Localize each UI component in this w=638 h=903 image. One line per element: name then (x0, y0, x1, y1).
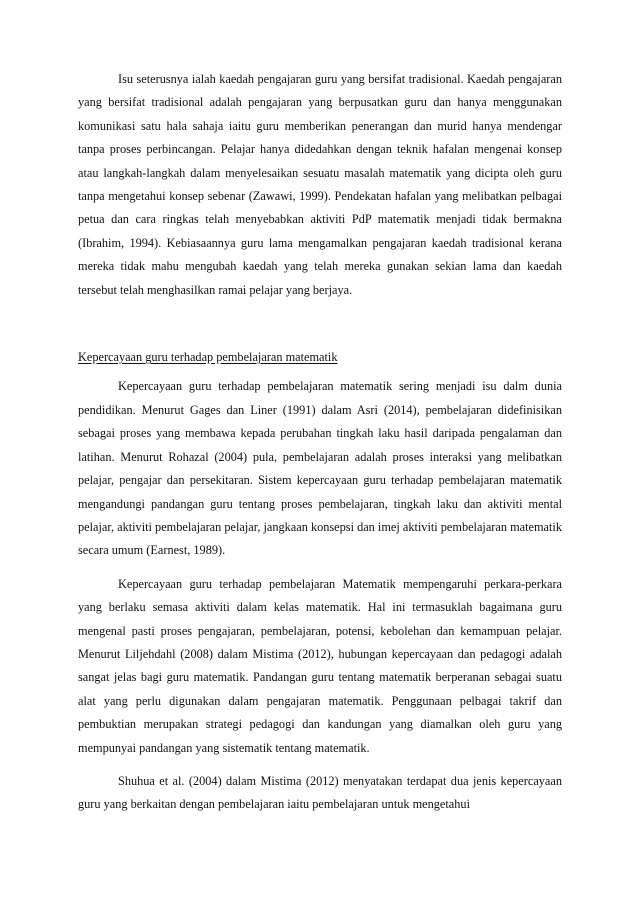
body-paragraph: Shuhua et al. (2004) dalam Mistima (2012) menyatakan terdapat dua jenis kepercayaan guru yang berkaitan dengan pembelajaran iaitu pembelajaran untuk mengetahui (78, 773, 562, 812)
body-paragraph: Isu seterusnya ialah kaedah pengajaran guru yang bersifat tradisional. Kaedah pengajaran yang bersifat tradisional adalah pengajaran yang berpusatkan guru dan hanya menggunakan komunikasi satu hala sahaja iaitu guru memberikan penerangan dan murid hanya mendengar tanpa proses perbincangan. Pelajar hanya didedahkan dengan teknik hafalan mengenai konsep atau langkah-langkah dalam menyelesaikan sesuatu masalah matematik yang dicipta oleh guru tanpa mengetahui konsep sebenar (Zawawi, 1999). Pendekatan hafalan yang melibatkan pelbagai petua dan cara ringkas telah menyebabkan aktiviti PdP matematik menjadi tidak bermakna (Ibrahim, 1994). Kebiasaannya guru lama mengamalkan pengajaran kaedah tradisional kerana mereka tidak mahu mengubah kaedah yang telah mereka gunakan sekian lama dan kaedah tersebut telah menghasilkan ramai pelajar yang berjaya. (78, 72, 562, 297)
document-body (78, 68, 562, 827)
section-spacer (78, 312, 562, 346)
body-paragraph: Kepercayaan guru terhadap pembelajaran matematik sering menjadi isu dalm dunia pendidikan. Menurut Gages dan Liner (1991) dalam Asri (2014), pembelajaran didefinisikan sebagai proses yang membawa kepada perubahan tingkah laku hasil daripada pengalaman dan latihan. Menurut Rohazal (2004) pula, pembelajaran adalah proses interaksi yang melibatkan pelajar, pengajar dan persekitaran. Sistem kepercayaan guru terhadap pembelajaran matematik mengandungi pandangan guru tentang proses pembelajaran, tingkah laku dan aktiviti mental pelajar, aktiviti pembelajaran pelajar, jangkaan konsepsi dan imej aktiviti pembelajaran matematik secara umum (Earnest, 1989). (78, 379, 562, 558)
body-paragraph: Kepercayaan guru terhadap pembelajaran Matematik mempengaruhi perkara-perkara yang berlaku semasa aktiviti dalam kelas matematik. Hal ini termasuklah bagaimana guru mengenal pasti proses pengajaran, pembelajaran, potensi, kebolehan dan kemampuan pelajar. Menurut Liljehdahl (2008) dalam Mistima (2012), hubungan kepercayaan dan pedagogi adalah sangat jelas bagi guru matematik. Pandangan guru tentang matematik berperanan sebagai suatu alat yang perlu digunakan dalam pengajaran matematik. Penggunaan pelbagai takrif dan pembuktian merupakan strategi pedagogi dan kandungan yang diamalkan oleh guru yang mempunyai pandangan yang sistematik tentang matematik. (78, 576, 562, 755)
section-heading: Kepercayaan guru terhadap pembelajaran matematik (78, 350, 338, 365)
